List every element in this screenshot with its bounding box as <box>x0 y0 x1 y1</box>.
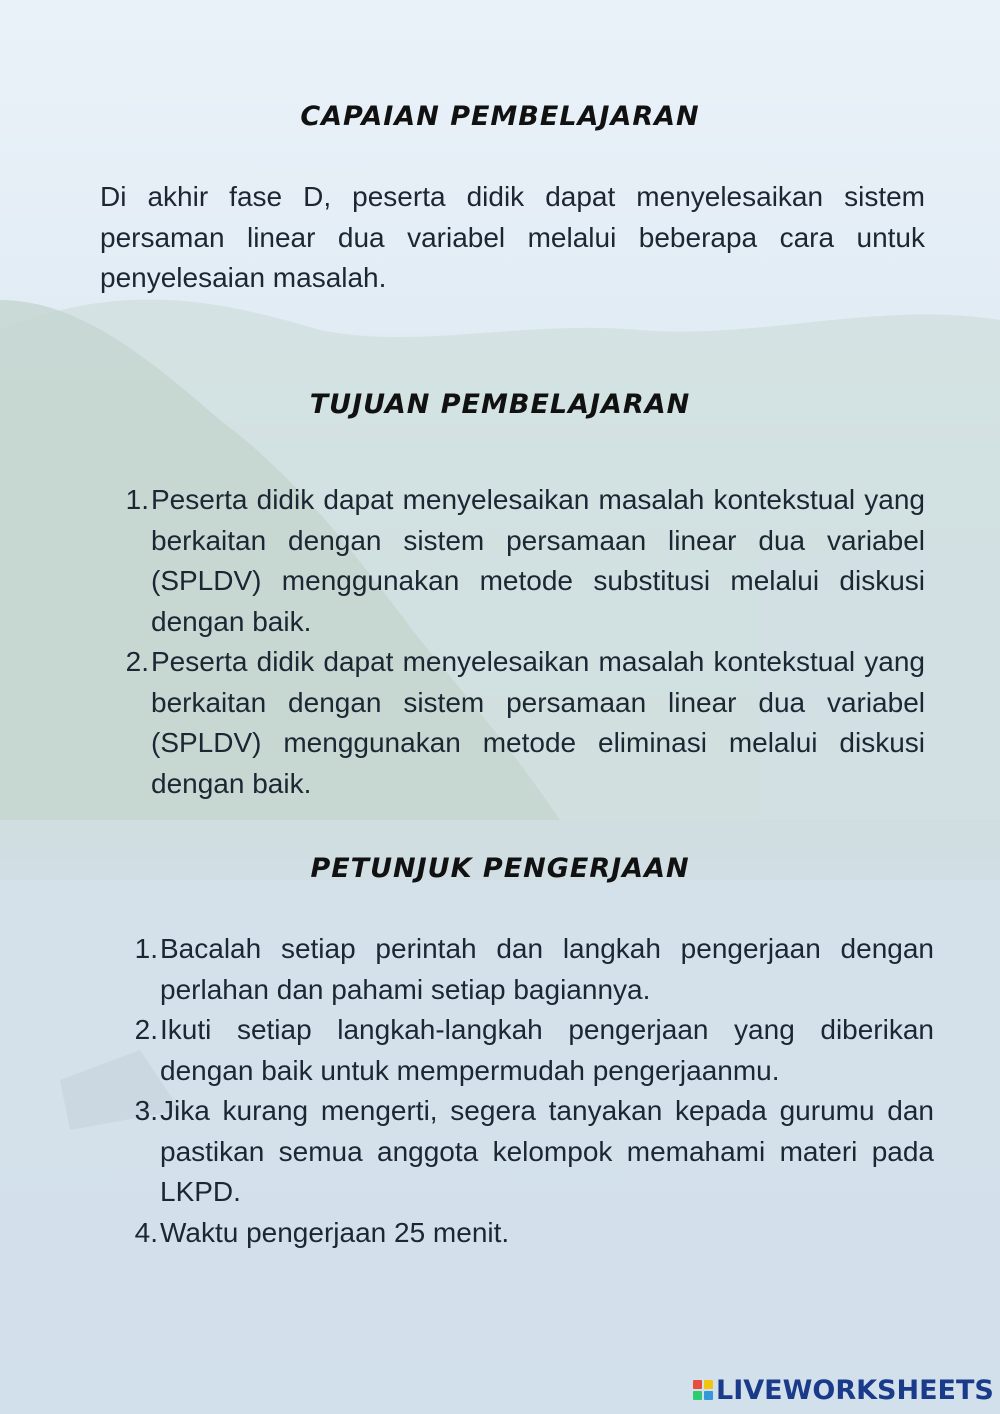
logo-square-yellow <box>704 1380 713 1389</box>
petunjuk-heading: PETUNJUK PENGERJAAN <box>310 853 690 884</box>
list-item-text: Peserta didik dapat menyelesaikan masalah kontekstual yang berkaitan dengan sistem persamaan linear dua variabel (SPLDV) menggunakan metode substitusi melalui diskusi dengan baik. <box>151 484 925 637</box>
list-item <box>134 1010 934 1091</box>
list-item <box>125 642 925 804</box>
logo-square-blue <box>704 1391 713 1400</box>
liveworksheets-text: LIVEWORKSHEETS <box>716 1374 994 1406</box>
list-item <box>125 480 925 642</box>
capaian-text: Di akhir fase D, peserta didik dapat menyelesaikan sistem persaman linear dua variabel melalui beberapa cara untuk penyelesaian masalah. <box>100 181 925 293</box>
list-number: 2. <box>134 1014 158 1045</box>
tujuan-heading: TUJUAN PEMBELAJARAN <box>309 389 691 420</box>
list-item-text: Jika kurang mengerti, segera tanyakan kepada gurumu dan pastikan semua anggota kelompok memahami materi pada LKPD. <box>160 1095 934 1207</box>
tujuan-list <box>125 480 925 804</box>
logo-square-red <box>693 1380 702 1389</box>
list-item <box>134 1091 934 1213</box>
liveworksheets-logo <box>693 1374 994 1406</box>
liveworksheets-mark-icon <box>693 1380 713 1400</box>
list-number: 3. <box>134 1095 158 1126</box>
list-item-text: Waktu pengerjaan 25 menit. <box>160 1216 510 1248</box>
list-item-text: Bacalah setiap perintah dan langkah pengerjaan dengan perlahan dan pahami setiap bagiannya. <box>160 933 934 1005</box>
capaian-heading: CAPAIAN PEMBELAJARAN <box>300 101 700 132</box>
list-number: 1. <box>125 484 149 515</box>
list-item-text: Peserta didik dapat menyelesaikan masalah kontekstual yang berkaitan dengan sistem persamaan linear dua variabel (SPLDV) menggunakan metode eliminasi melalui diskusi dengan baik. <box>151 646 925 799</box>
list-number: 1. <box>134 933 158 964</box>
list-number: 4. <box>134 1216 158 1248</box>
list-number: 2. <box>125 646 149 677</box>
logo-square-green <box>693 1391 702 1400</box>
list-item <box>134 929 934 1010</box>
list-item <box>134 1213 934 1254</box>
petunjuk-list <box>134 929 934 1253</box>
list-item-text: Ikuti setiap langkah-langkah pengerjaan yang diberikan dengan baik untuk mempermudah pengerjaanmu. <box>160 1014 934 1086</box>
